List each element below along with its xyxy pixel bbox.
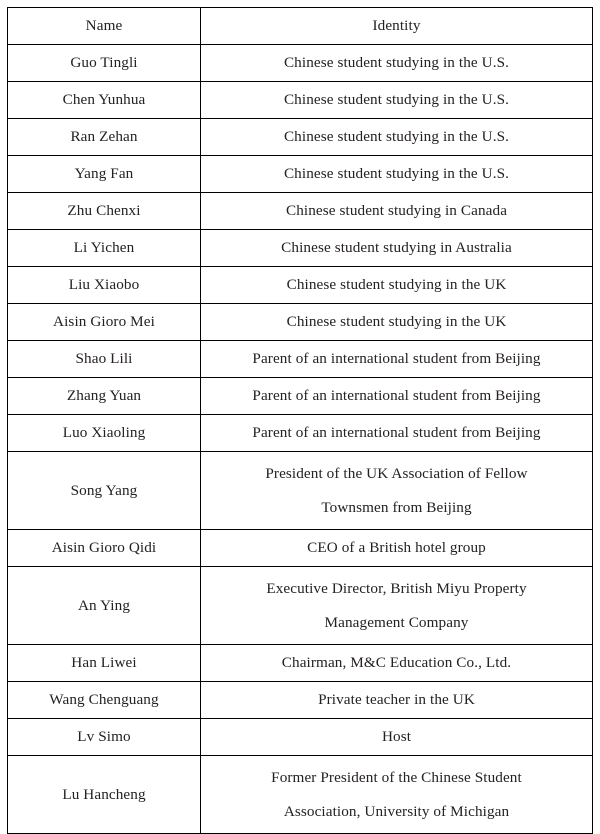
cell-name: Guo Tingli xyxy=(8,45,201,82)
table-row xyxy=(8,567,593,645)
cell-name: Han Liwei xyxy=(8,645,201,682)
identity-line: Chinese student studying in the UK xyxy=(286,313,507,331)
cell-name: Luo Xiaoling xyxy=(8,415,201,452)
identity-line: Parent of an international student from Beijing xyxy=(252,424,541,442)
table-row xyxy=(8,530,593,567)
column-header-identity: Identity xyxy=(201,8,593,45)
identity-line: Chairman, M&C Education Co., Ltd. xyxy=(281,654,512,672)
cell-identity xyxy=(201,530,593,567)
identity-line: Chinese student studying in Canada xyxy=(285,202,508,220)
table-header-row xyxy=(8,8,593,45)
table-row xyxy=(8,645,593,682)
cell-identity xyxy=(201,156,593,193)
cell-name: Ran Zehan xyxy=(8,119,201,156)
identity-line: Private teacher in the UK xyxy=(318,691,475,709)
table-row xyxy=(8,230,593,267)
cell-identity xyxy=(201,304,593,341)
table-row xyxy=(8,267,593,304)
identity-line: Chinese student studying in the U.S. xyxy=(283,165,510,183)
table-row xyxy=(8,45,593,82)
column-header-name: Name xyxy=(8,8,201,45)
identity-line: Former President of the Chinese Student xyxy=(271,769,522,787)
table-row xyxy=(8,304,593,341)
cell-name: Aisin Gioro Mei xyxy=(8,304,201,341)
cell-identity xyxy=(201,267,593,304)
table-row xyxy=(8,378,593,415)
table-header xyxy=(8,8,593,45)
table-row xyxy=(8,756,593,834)
cell-identity xyxy=(201,645,593,682)
cell-name: An Ying xyxy=(8,567,201,645)
cell-identity xyxy=(201,82,593,119)
cell-identity xyxy=(201,341,593,378)
cell-name: Shao Lili xyxy=(8,341,201,378)
cell-name: Liu Xiaobo xyxy=(8,267,201,304)
cell-identity xyxy=(201,415,593,452)
cell-identity xyxy=(201,230,593,267)
cell-name: Yang Fan xyxy=(8,156,201,193)
cell-name: Chen Yunhua xyxy=(8,82,201,119)
cell-name: Zhu Chenxi xyxy=(8,193,201,230)
identity-line: Parent of an international student from Beijing xyxy=(252,387,541,405)
identity-table xyxy=(7,7,593,834)
cell-identity xyxy=(201,378,593,415)
table-row xyxy=(8,719,593,756)
identity-line: Chinese student studying in the UK xyxy=(286,276,507,294)
table-row xyxy=(8,119,593,156)
cell-identity xyxy=(201,119,593,156)
identity-line: Chinese student studying in the U.S. xyxy=(283,54,510,72)
identity-line: CEO of a British hotel group xyxy=(307,539,486,557)
cell-name: Lv Simo xyxy=(8,719,201,756)
identity-line: President of the UK Association of Fellow xyxy=(265,465,528,483)
cell-identity xyxy=(201,719,593,756)
identity-line: Host xyxy=(381,728,412,746)
table-row xyxy=(8,193,593,230)
cell-name: Aisin Gioro Qidi xyxy=(8,530,201,567)
cell-identity xyxy=(201,452,593,530)
cell-name: Zhang Yuan xyxy=(8,378,201,415)
table-body xyxy=(8,45,593,834)
table-row xyxy=(8,682,593,719)
identity-line: Chinese student studying in the U.S. xyxy=(283,128,510,146)
table-row xyxy=(8,156,593,193)
cell-name: Lu Hancheng xyxy=(8,756,201,834)
cell-identity xyxy=(201,756,593,834)
identity-line: Parent of an international student from Beijing xyxy=(252,350,541,368)
table-row xyxy=(8,452,593,530)
cell-name: Song Yang xyxy=(8,452,201,530)
identity-line: Chinese student studying in the U.S. xyxy=(283,91,510,109)
cell-identity xyxy=(201,682,593,719)
identity-line: Association, University of Michigan xyxy=(283,802,510,820)
table-row xyxy=(8,415,593,452)
cell-name: Li Yichen xyxy=(8,230,201,267)
cell-identity xyxy=(201,567,593,645)
identity-line: Executive Director, British Miyu Property xyxy=(266,580,527,598)
cell-identity xyxy=(201,193,593,230)
cell-name: Wang Chenguang xyxy=(8,682,201,719)
identity-line: Management Company xyxy=(324,613,469,631)
cell-identity xyxy=(201,45,593,82)
table-row xyxy=(8,341,593,378)
identity-line: Townsmen from Beijing xyxy=(321,498,472,516)
identity-line: Chinese student studying in Australia xyxy=(281,239,512,257)
table-row xyxy=(8,82,593,119)
